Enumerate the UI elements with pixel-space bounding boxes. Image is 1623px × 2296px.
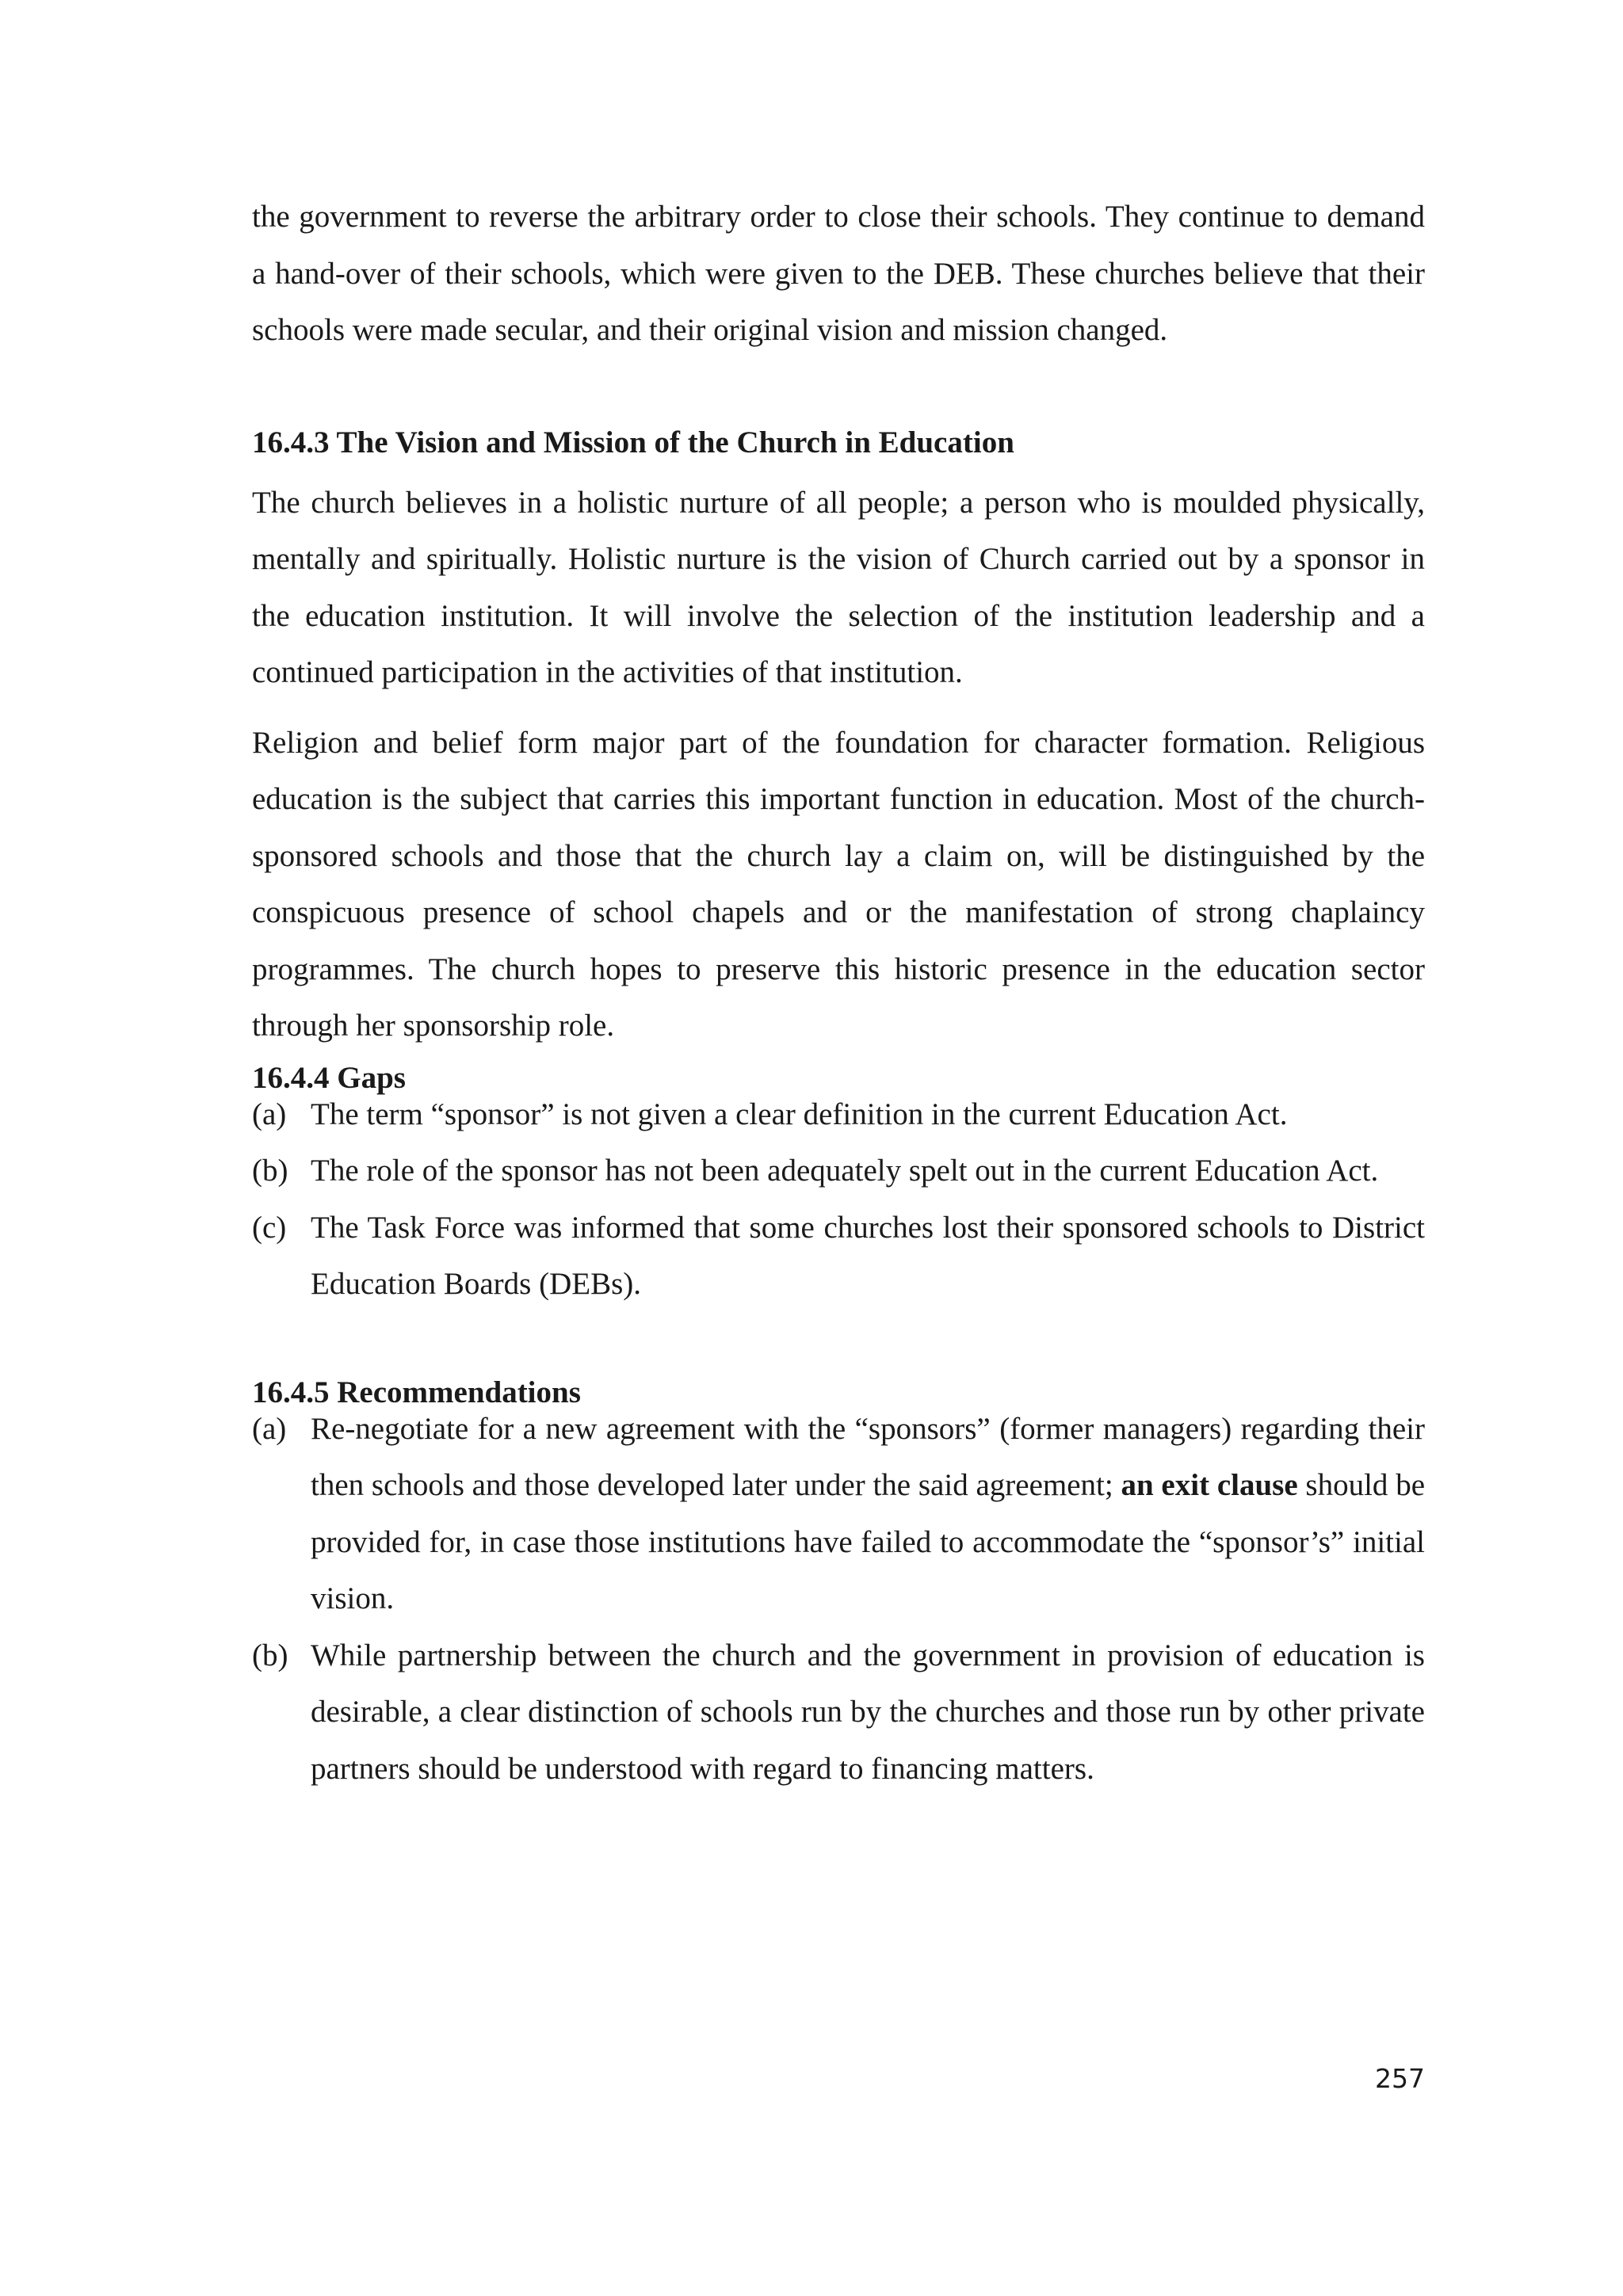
list-item-text-before: Re-negotiate for a new agreement with the “sponsors” (former managers) regarding their then schools and those developed later under the said agreement; bbox=[311, 1411, 1425, 1502]
list-item-text bbox=[311, 1412, 1425, 1616]
list-item-text: The role of the sponsor has not been adequately spelt out in the current Education Act. bbox=[311, 1154, 1379, 1188]
list-marker: (b) bbox=[252, 1638, 288, 1672]
gaps-list bbox=[252, 1086, 1425, 1313]
section-heading-recommendations: 16.4.5 Recommendations bbox=[252, 1375, 581, 1409]
vision-paragraph-2: Religion and belief form major part of the foundation for character formation. Religious education is the subject that carries this important function in education. Most of the church-sponsored schools and those that the church lay a claim on, will be distinguished by the conspicuous presence of school chapels and or the manifestation of strong chaplaincy programmes. The church hopes to preserve this historic presence in the education sector through her sponsorship role. bbox=[252, 725, 1425, 1043]
list-item-text: The term “sponsor” is not given a clear definition in the current Education Act. bbox=[311, 1097, 1288, 1131]
list-item bbox=[252, 1086, 1425, 1143]
list-marker: (a) bbox=[252, 1097, 287, 1131]
page-number: 257 bbox=[1375, 2063, 1425, 2094]
vision-paragraph-1: The church believes in a holistic nurture of all people; a person who is moulded physically, mentally and spiritually. Holistic nurture is the vision of Church carried out by a sponsor in the education institution. It will involve the selection of the institution leadership and a continued participation in the activities of that institution. bbox=[252, 485, 1425, 689]
list-item bbox=[252, 1199, 1425, 1313]
list-marker: (b) bbox=[252, 1154, 288, 1188]
section-heading-vision: 16.4.3 The Vision and Mission of the Church in Education bbox=[252, 425, 1014, 460]
intro-paragraph: the government to reverse the arbitrary order to close their schools. They continue to demand a hand-over of their schools, which were given to the DEB. These churches believe that their schools were made secular, and their original vision and mission changed. bbox=[252, 200, 1425, 347]
list-item-text-after: should be provided for, in case those institutions have failed to accommodate the “sponsor’s” initial vision. bbox=[311, 1468, 1426, 1615]
list-item-text: While partnership between the church and the government in provision of education is desirable, a clear distinction of schools run by the churches and those run by other private partners should be understood with regard to financing matters. bbox=[311, 1638, 1425, 1786]
list-item-text: The Task Force was informed that some churches lost their sponsored schools to District Education Boards (DEBs). bbox=[311, 1210, 1425, 1301]
recommendations-list bbox=[252, 1401, 1425, 1798]
exit-clause-emphasis: an exit clause bbox=[1121, 1468, 1298, 1502]
list-item bbox=[252, 1627, 1425, 1798]
section-heading-gaps: 16.4.4 Gaps bbox=[252, 1060, 406, 1095]
list-item bbox=[252, 1401, 1425, 1627]
document-body bbox=[252, 189, 1425, 1797]
list-marker: (a) bbox=[252, 1411, 287, 1446]
list-item bbox=[252, 1142, 1425, 1199]
list-marker: (c) bbox=[252, 1210, 287, 1245]
